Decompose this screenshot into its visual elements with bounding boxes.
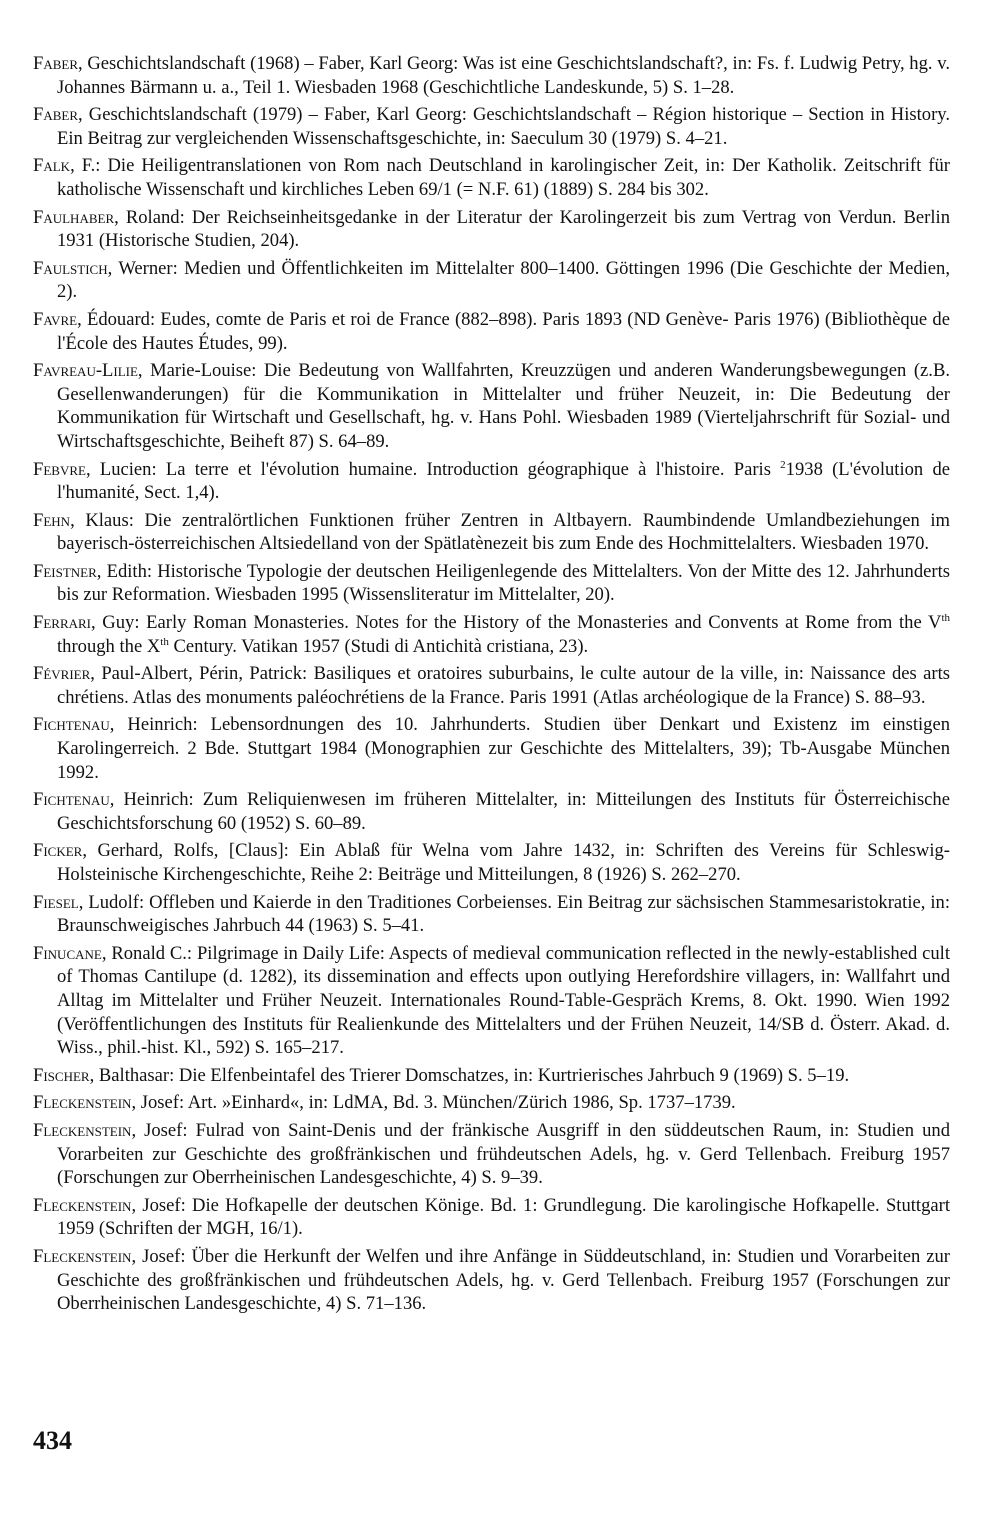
entry-text: through the X xyxy=(57,635,161,657)
author-name: Faulstich xyxy=(33,257,108,279)
author-name: Fleckenstein xyxy=(33,1119,132,1141)
author-name: Fichtenau xyxy=(33,789,110,811)
bib-entry xyxy=(33,839,950,886)
page-number: 434 xyxy=(33,1426,72,1455)
author-name: Fleckenstein xyxy=(33,1245,132,1267)
author-name: Faber xyxy=(33,53,79,74)
bib-entry xyxy=(33,1091,950,1115)
entry-text: , Gerhard, Rolfs, [Claus]: Ein Ablaß für Welna vom Jahre 1432, in: Schriften des Vereins für Schleswig-Holsteinische Kirchengeschichte, Reihe 2: Beiträge und Mitteilungen, 8 (1926) S. 262–270. xyxy=(57,840,950,885)
entry-text: 1938 (L'évolution de l'humanité, Sect. 1,4). xyxy=(57,458,951,504)
entry-text: , Paul-Albert, Périn, Patrick: Basiliques et oratoires suburbains, le culte autour de la ville, in: Naissance des arts chrétiens. Atlas des monuments paléochrétiens de la France. Paris 1991 (Atlas archéologique de la France) S. 88–93. xyxy=(57,663,950,708)
entry-text: , Klaus: Die zentralörtlichen Funktionen früher Zentren in Altbayern. Raumbindende Umlandbeziehungen im bayerisch-österreichischen Altsiedelland von der Spätlatènezeit bis zum Ende des Hochmittelalters. Wiesbaden 1970. xyxy=(57,509,950,555)
bib-entry xyxy=(33,1119,950,1190)
bib-entry xyxy=(33,662,950,709)
entry-text: , Roland: Der Reichseinheitsgedanke in der Literatur der Karolingerzeit bis zum Vertrag von Verdun. Berlin 1931 (Historische Studien, 204). xyxy=(57,206,950,252)
entry-text: , Heinrich: Zum Reliquienwesen im früheren Mittelalter, in: Mitteilungen des Instituts für Österreichische Geschichtsforschung 60 (1952) S. 60–89. xyxy=(57,789,950,834)
bib-entry xyxy=(33,560,950,607)
bib-entry xyxy=(33,1194,950,1241)
bib-entry xyxy=(33,788,950,835)
author-name: Fichtenau xyxy=(33,714,110,736)
bib-entry xyxy=(33,1064,950,1088)
bib-entry xyxy=(33,1245,950,1316)
author-name: Ficker xyxy=(33,840,83,862)
bib-entry xyxy=(33,509,950,556)
author-name: Faulhaber xyxy=(33,206,115,228)
entry-text: , Guy: Early Roman Monasteries. Notes for the History of the Monasteries and Convents at Rome from the V xyxy=(91,612,942,634)
bib-entry xyxy=(33,713,950,784)
entry-text: , Ludolf: Offleben und Kaierde in den Traditiones Corbeienses. Ein Beitrag zur sächsischen Stammesaristokratie, in: Braunschweigisches Jahrbuch 44 (1963) S. 5–41. xyxy=(57,891,950,937)
entry-text: Century. Vatikan 1957 (Studi di Antichità cristiana, 23). xyxy=(168,635,589,657)
bib-entry xyxy=(33,611,950,658)
author-name: Favre xyxy=(33,308,78,330)
author-name: Favreau-Lilie xyxy=(33,360,138,382)
author-name: Feistner xyxy=(33,560,97,582)
entry-text: , Edith: Historische Typologie der deutschen Heiligenlegende des Mittelalters. Von der Mitte des 12. Jahrhunderts bis zur Reformation. Wiesbaden 1995 (Wissensliteratur im Mittelalter, 20). xyxy=(57,560,950,606)
bib-entry xyxy=(33,891,950,938)
edition-superscript: 2 xyxy=(780,458,786,471)
bib-entry xyxy=(33,206,950,253)
ordinal-superscript: th xyxy=(160,635,169,648)
entry-text: , Josef: Über die Herkunft der Welfen und ihre Anfänge in Süddeutschland, in: Studien und Vorarbeiten zur Geschichte des großfränkischen und frühdeutschen Adels, hg. v. Gerd Tellenbach. Freiburg 1957 (Forschungen zur Oberrheinischen Landesgeschichte, 4) S. 71–136. xyxy=(57,1245,950,1315)
author-name: Février xyxy=(33,663,91,685)
author-name: Fischer xyxy=(33,1064,90,1086)
bib-entry xyxy=(33,359,950,453)
entry-text: , Josef: Fulrad von Saint-Denis und der fränkische Ausgriff in den süddeutschen Raum, in: Studien und Vorarbeiten zur Geschichte des großfränkischen und frühdeutschen Adels, hg. v. Gerd Tellenbach. Freiburg 1957 (Forschungen zur Oberrheinischen Landesgeschichte, 4) S. 9–39. xyxy=(57,1119,950,1189)
entry-text: , F.: Die Heiligentranslationen von Rom nach Deutschland in karolingischer Zeit, in: Der Katholik. Zeitschrift für katholische Wissenschaft und kirchliches Leben 69/1 (= N.F. 61) (1889) S. 284 bis 302. xyxy=(57,155,950,200)
entry-text: , Geschichtslandschaft (1968) – Faber, Karl Georg: Was ist eine Geschichtslandschaft?, in: Fs. f. Ludwig Petry, hg. v. Johannes Bärmann u. a., Teil 1. Wiesbaden 1968 (Geschichtliche Landeskunde, 5) S. 1–28. xyxy=(57,53,950,98)
entry-text: , Balthasar: Die Elfenbeintafel des Trierer Domschatzes, in: Kurtrierisches Jahrbuch 9 (1969) S. 5–19. xyxy=(89,1064,850,1086)
entry-text: , Lucien: La terre et l'évolution humaine. Introduction géographique à l'histoire. Paris xyxy=(85,458,781,480)
bib-entry xyxy=(33,103,950,150)
author-name: Falk xyxy=(33,155,71,177)
entry-text: , Heinrich: Lebensordnungen des 10. Jahrhunderts. Studien über Denkart und Existenz im einstigen Karolingerreich. 2 Bde. Stuttgart 1984 (Monographien zur Geschichte des Mittelalters, 39); Tb-Ausgabe München 1992. xyxy=(57,714,950,783)
entry-text: , Geschichtslandschaft (1979) – Faber, Karl Georg: Geschichtslandschaft – Région historique – Section in History. Ein Beitrag zur vergleichenden Wissenschaftsgeschichte, in: Saeculum 30 (1979) S. 4–21. xyxy=(57,104,950,149)
bib-entry xyxy=(33,308,950,355)
author-name: Ferrari xyxy=(33,612,92,634)
author-name: Fiesel xyxy=(33,891,79,913)
author-name: Fleckenstein xyxy=(33,1092,132,1114)
author-name: Finucane xyxy=(33,942,102,964)
author-name: Fehn xyxy=(33,509,71,531)
author-name: Fleckenstein xyxy=(33,1194,132,1216)
bib-entry xyxy=(33,942,950,1060)
bib-entry xyxy=(33,154,950,201)
entry-text: , Josef: Art. »Einhard«, in: LdMA, Bd. 3. München/Zürich 1986, Sp. 1737–1739. xyxy=(131,1092,736,1114)
entry-text: , Josef: Die Hofkapelle der deutschen Könige. Bd. 1: Grundlegung. Die karolingische Hofkapelle. Stuttgart 1959 (Schriften der MGH, 16/1). xyxy=(57,1194,950,1240)
ordinal-superscript: th xyxy=(941,611,950,624)
bib-entry xyxy=(33,52,950,99)
author-name: Febvre xyxy=(33,458,86,480)
bib-entry xyxy=(33,257,950,304)
author-name: Faber xyxy=(33,104,79,126)
entry-text: , Marie-Louise: Die Bedeutung von Wallfahrten, Kreuzzügen und anderen Wanderungsbewegungen (z.B. Gesellenwanderungen) für die Kommunikation in Mittelalter und früher Neuzeit, in: Die Bedeutung der Kommunikation für Wirtschaft und Gesellschaft, hg. v. Hans Pohl. Wiesbaden 1989 (Vierteljahrschrift für Sozial- und Wirtschaftsgeschichte, Beiheft 87) S. 64–89. xyxy=(57,360,950,452)
entry-text: , Ronald C.: Pilgrimage in Daily Life: Aspects of medieval communication reflected in the newly-established cult of Thomas Cantilupe (d. 1282), its dissemination and effects upon outlying Herefordshire villagers, in: Wallfahrt und Alltag im Mittelalter und Früher Neuzeit. Internationales Round-Table-Gespräch Krems, 8. Okt. 1990. Wien 1992 (Veröffentlichungen des Instituts für Realienkunde des Mittelalters und der Frühen Neuzeit, 14/SB d. Österr. Akad. d. Wiss., phil.-hist. Kl., 592) S. 165–217. xyxy=(57,942,950,1059)
entry-text: , Édouard: Eudes, comte de Paris et roi de France (882–898). Paris 1893 (ND Genève- Paris 1976) (Bibliothèque de l'École des Hautes Études, 99). xyxy=(57,308,950,354)
entry-text: , Werner: Medien und Öffentlichkeiten im Mittelalter 800–1400. Göttingen 1996 (Die Geschichte der Medien, 2). xyxy=(57,257,950,303)
bib-entry xyxy=(33,458,950,505)
